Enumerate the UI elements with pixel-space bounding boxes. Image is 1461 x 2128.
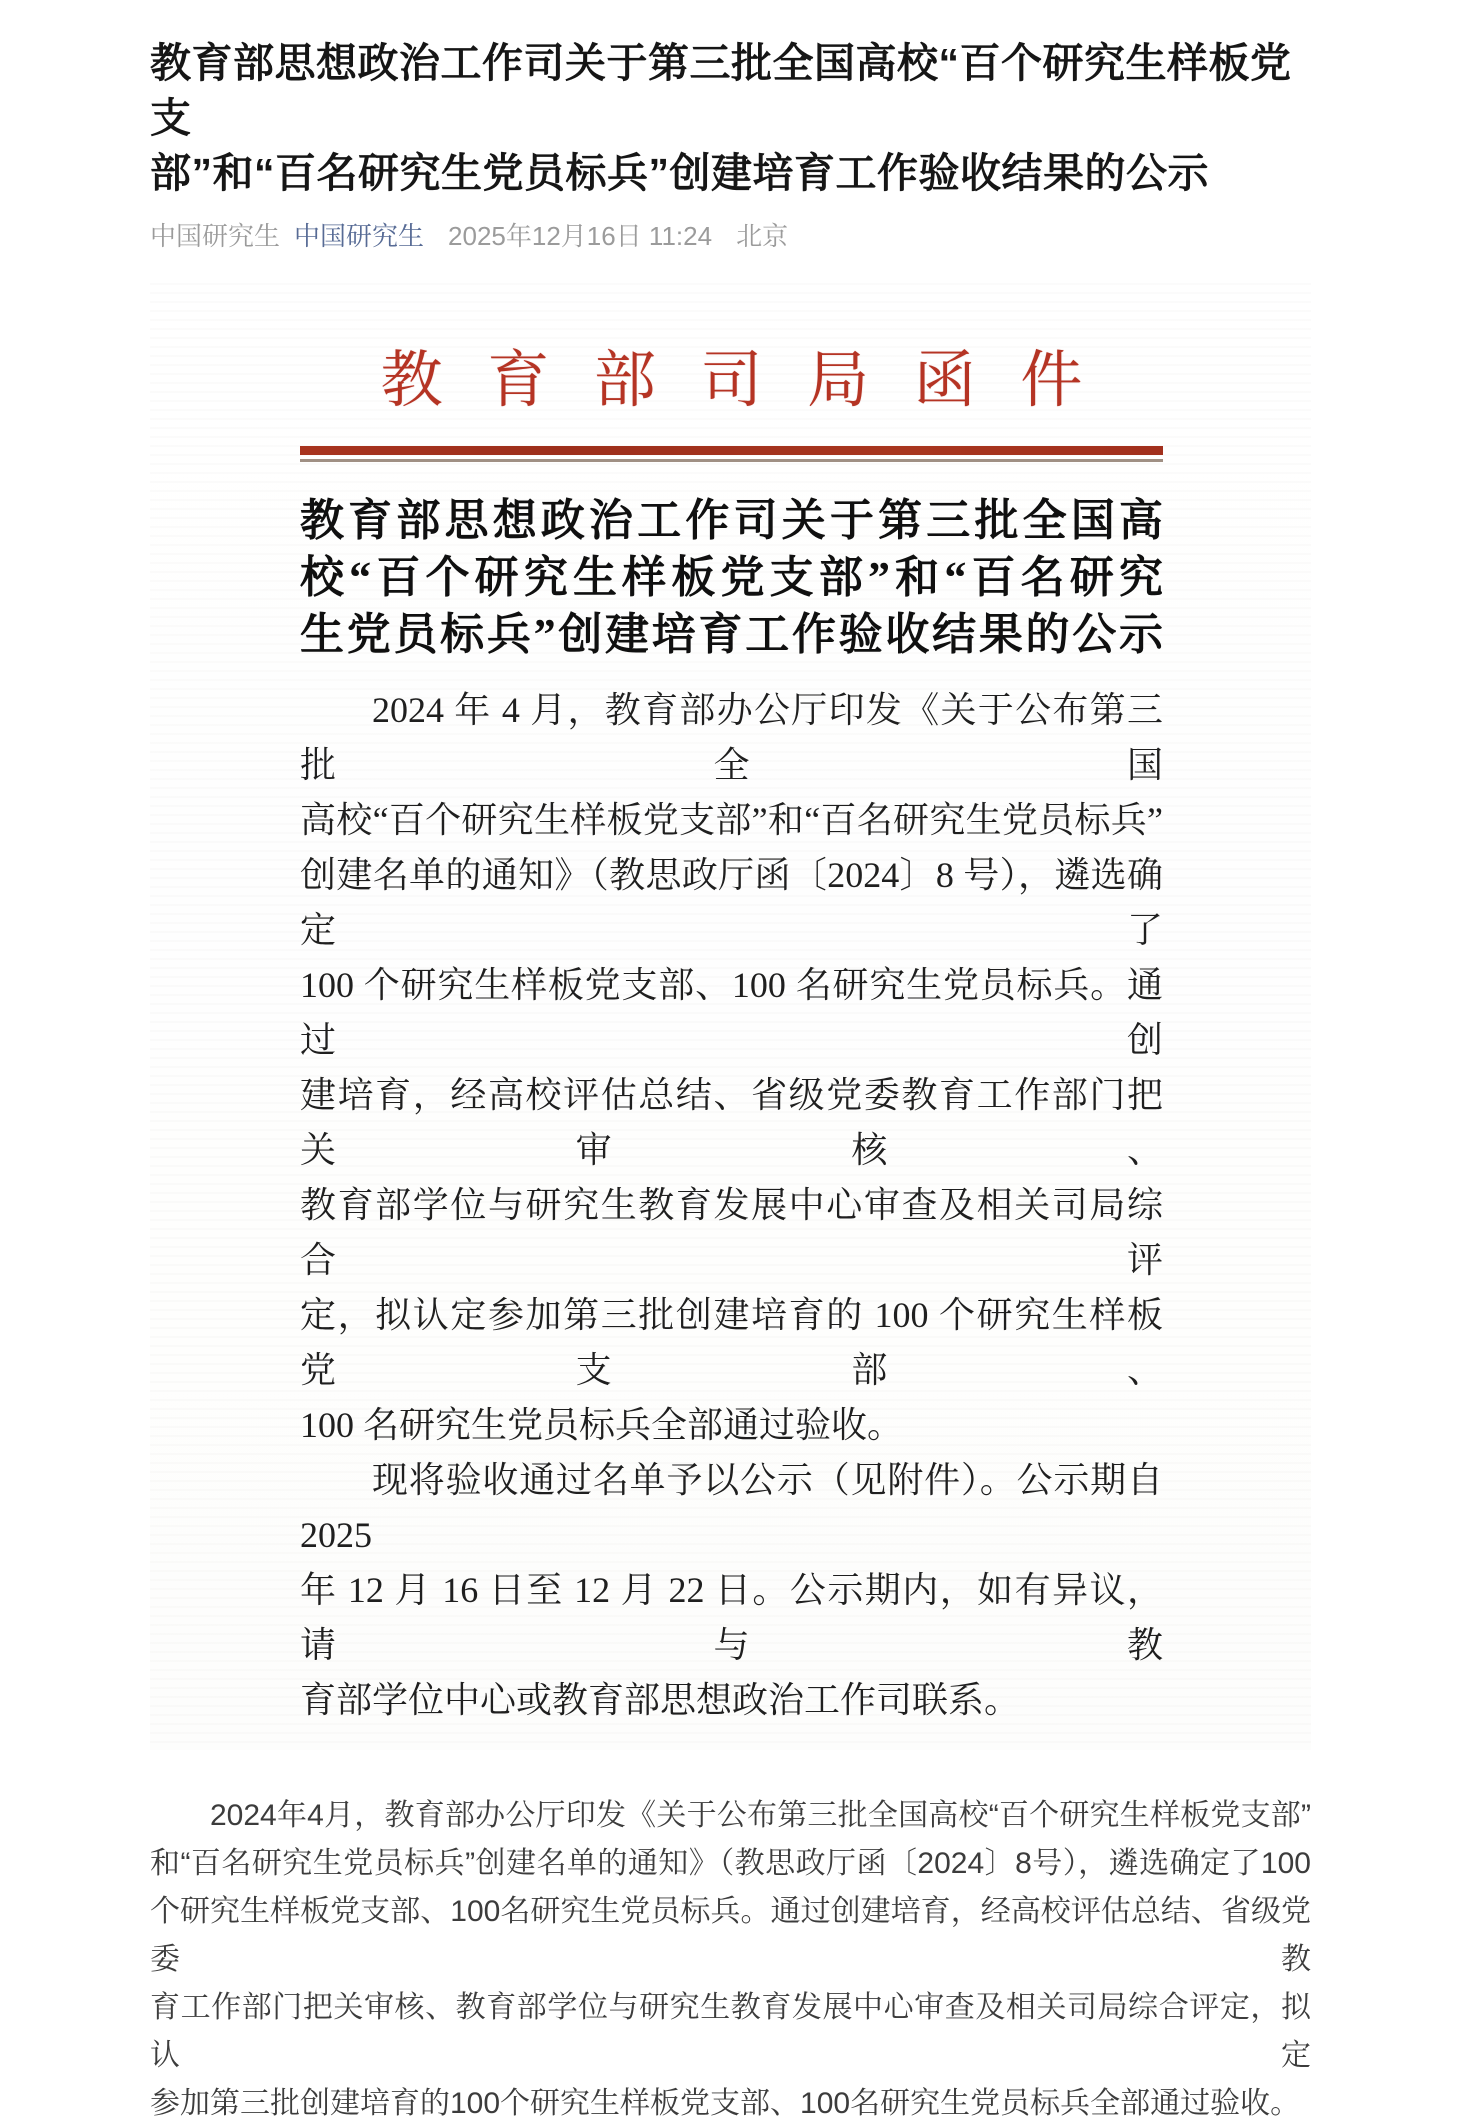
document-body	[300, 683, 1163, 1728]
document-title-line: 校“百个研究生样板党支部”和“百名研究	[300, 553, 1163, 602]
article-page	[0, 36, 1461, 2128]
byline-datetime: 2025年12月16日 11:24	[448, 221, 713, 251]
closing-paragraph-line: 个研究生样板党支部、100名研究生党员标兵。通过创建培育，经高校评估总结、省级党委教	[150, 1895, 1311, 1976]
document-body-line: 建培育，经高校评估总结、省级党委教育工作部门把关审核、	[300, 1075, 1163, 1170]
document-paragraph-2	[300, 1453, 1163, 1728]
article-title-line: 部”和“百名研究生党员标兵”创建培育工作验收结果的公示	[150, 150, 1209, 196]
document-title-line: 生党员标兵”创建培育工作验收结果的公示	[300, 610, 1163, 659]
letterhead-rule-thick	[300, 446, 1163, 455]
document-body-line: 育部学位中心或教育部思想政治工作司联系。	[300, 1680, 1021, 1720]
closing-paragraph	[150, 1792, 1311, 2128]
closing-paragraph-line: 育工作部门把关审核、教育部学位与研究生教育发展中心审查及相关司局综合评定，拟认定	[150, 1991, 1311, 2072]
document-title-line: 教育部思想政治工作司关于第三批全国高	[300, 496, 1163, 545]
document-body-line: 年 12 月 16 日至 12 月 22 日。公示期内，如有异议，请与教	[300, 1570, 1163, 1665]
closing-paragraph-line: 和“百名研究生党员标兵”创建名单的通知》（教思政厅函〔2024〕8号），遴选确定了100	[150, 1847, 1311, 1880]
document-paragraph-1	[300, 683, 1163, 1453]
byline	[150, 219, 1311, 253]
byline-account-link[interactable]: 中国研究生	[294, 221, 425, 251]
document-body-line: 高校“百个研究生样板党支部”和“百名研究生党员标兵”	[300, 800, 1163, 840]
document-letterhead: 教育部司局函件	[380, 347, 1128, 415]
byline-source: 中国研究生	[150, 221, 281, 251]
document-title	[300, 492, 1163, 663]
closing-paragraph-line: 2024年4月，教育部办公厅印发《关于公布第三批全国高校“百个研究生样板党支部”	[210, 1799, 1311, 1832]
article-title	[150, 36, 1311, 201]
article-title-line: 教育部思想政治工作司关于第三批全国高校“百个研究生样板党支	[150, 40, 1292, 141]
document-body-line: 教育部学位与研究生教育发展中心审查及相关司局综合评	[300, 1185, 1163, 1280]
document-body-line: 100 个研究生样板党支部、100 名研究生党员标兵。通过创	[300, 965, 1163, 1060]
document-body-line: 创建名单的通知》（教思政厅函〔2024〕8 号），遴选确定了	[300, 855, 1163, 950]
closing-paragraph-line: 参加第三批创建培育的100个研究生样板党支部、100名研究生党员标兵全部通过验收。	[150, 2087, 1301, 2120]
document-scan-image[interactable]	[150, 283, 1311, 1750]
document-body-line: 2024 年 4 月，教育部办公厅印发《关于公布第三批全国	[300, 690, 1163, 785]
letterhead-rule-thin	[300, 459, 1163, 462]
byline-location: 北京	[736, 221, 789, 251]
document-body-line: 现将验收通过名单予以公示（见附件）。公示期自 2025	[300, 1460, 1163, 1555]
document-body-line: 定，拟认定参加第三批创建培育的 100 个研究生样板党支部、	[300, 1295, 1163, 1390]
document-body-line: 100 名研究生党员标兵全部通过验收。	[300, 1405, 904, 1445]
